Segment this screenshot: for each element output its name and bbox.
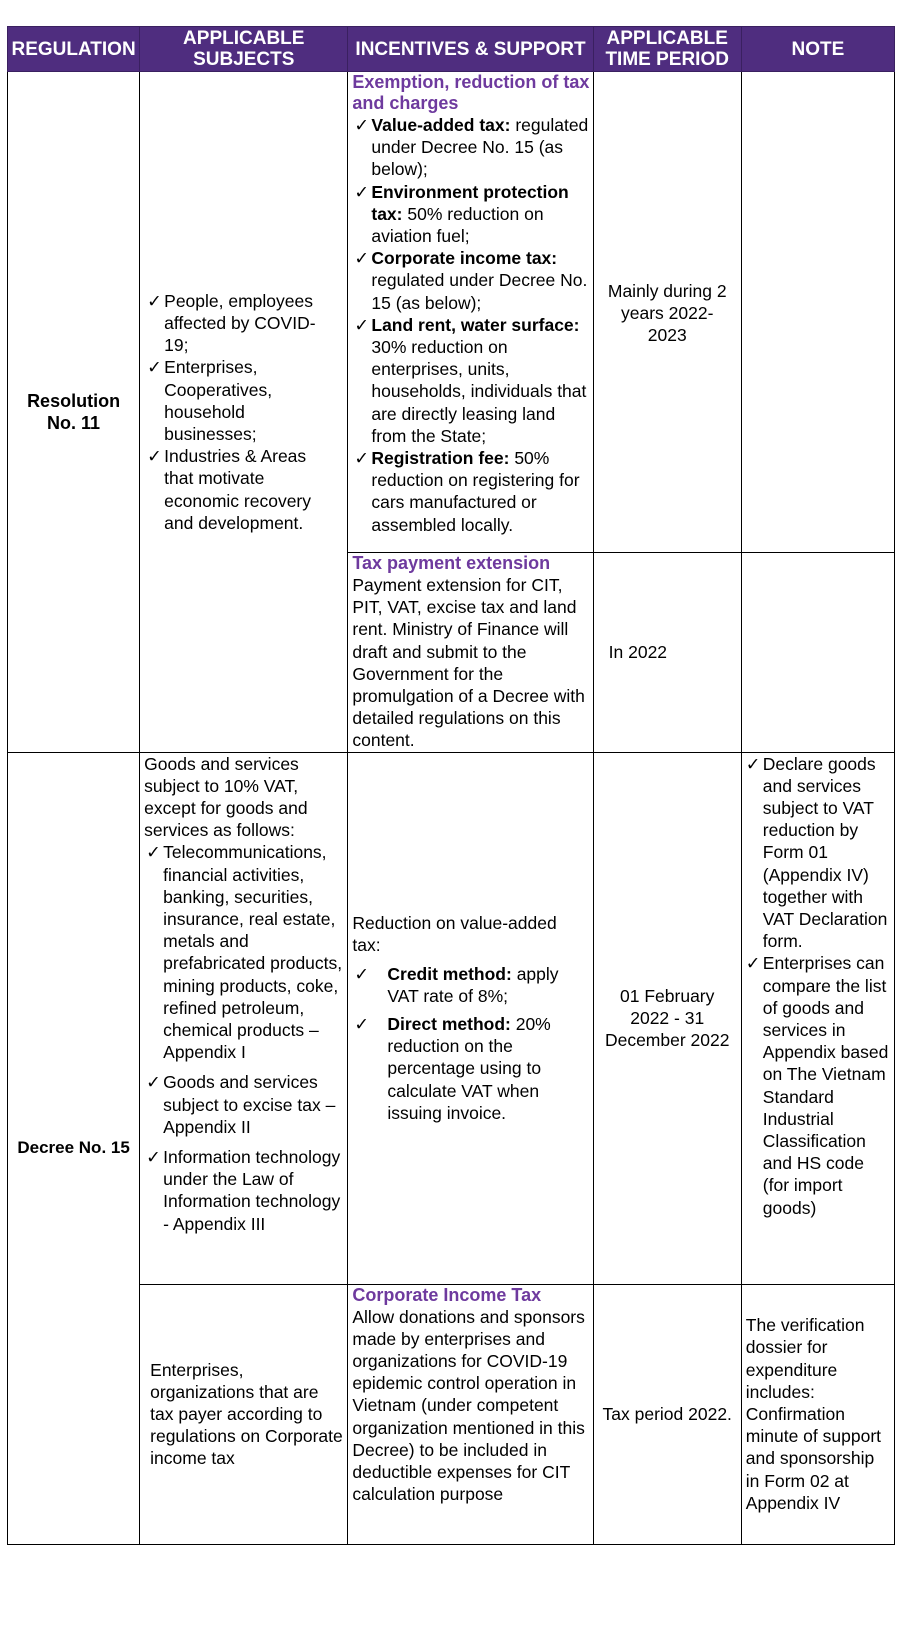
check-icon: ✓	[354, 248, 370, 269]
regulation-decree-15	[8, 752, 140, 1544]
header-note: NOTE	[741, 27, 894, 72]
list-item	[744, 753, 892, 953]
regulation-name: Decree No. 15	[17, 1138, 130, 1158]
support-extension	[348, 553, 593, 753]
check-icon: ✓	[354, 1014, 370, 1035]
item-label: Environment protection tax:	[371, 181, 569, 224]
header-row	[8, 27, 895, 72]
tax-incentive-table	[7, 26, 895, 1545]
header-applicable-time-period: APPLICABLE TIME PERIOD	[593, 27, 741, 72]
item-label: Value-added tax:	[371, 115, 511, 135]
list-item	[144, 1071, 343, 1138]
check-icon: ✓	[354, 314, 370, 335]
subject-text: Enterprises, Cooperatives, household businesses;	[164, 357, 273, 444]
table-row	[8, 752, 895, 1284]
item-label: Corporate income tax:	[371, 248, 558, 269]
item-label: Land rent, water surface:	[371, 314, 580, 335]
note-text: Enterprises can compare the list of goods and services in Appendix based on The Vietnam Standard Industrial Classification and HS code (for import goods)	[762, 953, 889, 1218]
section-title: Corporate Income Tax	[352, 1284, 542, 1305]
subject-text: Enterprises, organizations that are tax payer according to regulations on Corporate income tax	[150, 1359, 343, 1469]
check-icon: ✓	[354, 115, 370, 135]
check-icon: ✓	[354, 448, 370, 469]
note-text: The verification dossier for expenditure includes: Confirmation minute of support and sponsorship in Form 02 at Appendix IV	[745, 1315, 882, 1513]
method-text: apply VAT rate of 8%;	[387, 963, 559, 1006]
note-text: Declare goods and services subject to VAT reduction by Form 01 (Appendix IV) together with VAT Declaration form.	[762, 753, 888, 952]
list-item	[352, 181, 590, 248]
check-icon: ✓	[147, 290, 162, 311]
check-icon: ✓	[146, 842, 161, 863]
item-text: 50% reduction on registering for cars manufactured or assembled locally.	[371, 448, 580, 535]
note-vat	[741, 752, 894, 1284]
table-row	[8, 1284, 895, 1544]
extension-text: Payment extension for CIT, PIT, VAT, excise tax and land rent. Ministry of Finance will draft and submit to the Government for the promulgation of a Decree with detailed regulations on this content.	[352, 575, 585, 751]
subject-text: People, employees affected by COVID-19;	[164, 290, 316, 356]
check-icon: ✓	[354, 963, 370, 984]
list-item	[145, 445, 339, 534]
regulation-name: Resolution No. 11	[27, 390, 121, 433]
period-text: In 2022	[608, 642, 668, 663]
item-text: regulated under Decree No. 15 (as below);	[371, 115, 589, 180]
period-cit	[593, 1284, 741, 1544]
method-label: Credit method:	[387, 963, 512, 984]
check-icon: ✓	[745, 953, 761, 974]
list-item	[352, 1013, 588, 1124]
regulation-resolution-11	[8, 72, 140, 753]
note-extension	[741, 553, 894, 753]
period-vat	[593, 752, 741, 1284]
check-icon: ✓	[146, 1147, 161, 1168]
section-title: Tax payment extension	[352, 553, 551, 573]
subject-intro: Goods and services subject to 10% VAT, except for goods and services as follows:	[144, 753, 308, 841]
subjects-decree-15-vat	[140, 752, 348, 1284]
header-applicable-subjects: APPLICABLE SUBJECTS	[140, 27, 348, 72]
list-item	[352, 447, 590, 536]
check-icon: ✓	[147, 446, 162, 467]
support-intro: Reduction on value-added tax:	[352, 913, 557, 956]
exception-text: Telecommunications, financial activities, banking, securities, insurance, real estate, metals and prefabricated products, mining products, coke, refined petroleum, chemical products – Appendix I	[163, 842, 343, 1063]
period-text: 01 February 2022 - 31 December 2022	[604, 985, 730, 1051]
subjects-decree-15-cit	[140, 1284, 348, 1544]
support-exemption	[348, 72, 593, 553]
table-row	[8, 72, 895, 553]
check-icon: ✓	[745, 753, 761, 774]
header-regulation: REGULATION	[8, 27, 140, 72]
support-vat-reduction	[348, 752, 593, 1284]
check-icon: ✓	[146, 1072, 161, 1093]
period-text: Tax period 2022.	[602, 1404, 732, 1425]
list-item	[144, 1146, 343, 1235]
subjects-resolution-11	[140, 72, 348, 753]
subject-text: Industries & Areas that motivate economic recovery and development.	[164, 446, 312, 533]
item-text: regulated under Decree No. 15 (as below);	[371, 270, 588, 313]
period-exemption	[593, 72, 741, 553]
item-text: 50% reduction on aviation fuel;	[371, 203, 544, 247]
exception-text: Goods and services subject to excise tax – Appendix II	[163, 1072, 336, 1137]
list-item	[744, 952, 892, 1218]
list-item	[144, 841, 343, 1063]
list-item	[352, 314, 590, 447]
check-icon: ✓	[354, 181, 370, 202]
list-item	[352, 247, 590, 314]
list-item	[145, 356, 339, 445]
header-incentives-support: INCENTIVES & SUPPORT	[348, 27, 593, 72]
period-extension	[593, 553, 741, 753]
note-exemption	[741, 72, 894, 553]
list-item	[145, 290, 339, 357]
period-text: Mainly during 2 years 2022-2023	[607, 281, 727, 346]
method-text: 20% reduction on the percentage using to calculate VAT when issuing invoice.	[387, 1014, 551, 1123]
cit-text: Allow donations and sponsors made by enterprises and organizations for COVID-19 epidemic control operation in Vietnam (under competent organization mentioned in this Decree) to be included in deductible expenses for CIT calculation purpose	[352, 1306, 585, 1505]
section-title: Exemption, reduction of tax and charges	[352, 72, 590, 113]
item-label: Registration fee:	[371, 448, 510, 469]
list-item	[352, 963, 588, 1007]
item-text: 30% reduction on enterprises, units, households, individuals that are directly leasing land from the State;	[371, 337, 587, 446]
exception-text: Information technology under the Law of Information technology - Appendix III	[163, 1147, 341, 1234]
check-icon: ✓	[147, 357, 162, 378]
method-label: Direct method:	[387, 1014, 511, 1035]
support-cit	[348, 1284, 593, 1544]
list-item	[352, 114, 590, 181]
note-cit	[741, 1284, 894, 1544]
